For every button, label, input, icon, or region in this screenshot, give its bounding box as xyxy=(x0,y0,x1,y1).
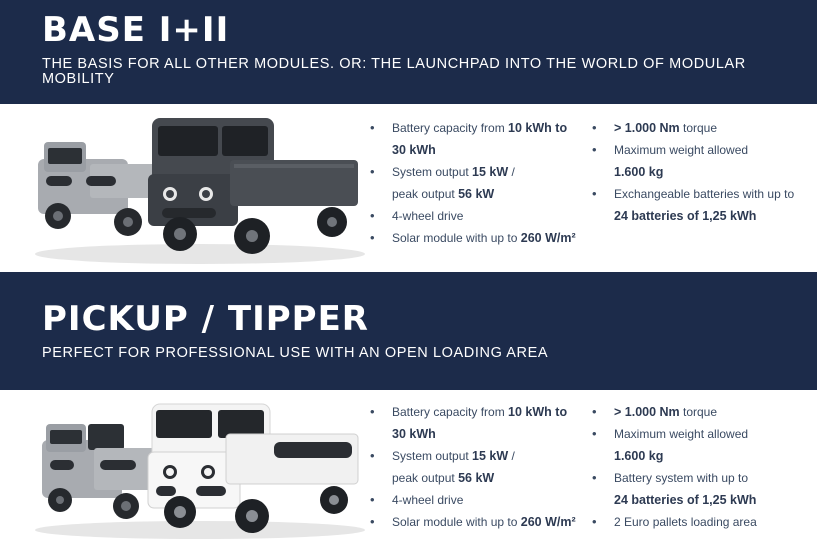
spec-list-left xyxy=(368,117,576,249)
spec-system-output: • System output 15 kW / peak output 56 kW xyxy=(368,445,576,489)
section-banner-base xyxy=(0,0,817,104)
vehicle-white-front xyxy=(148,404,358,533)
spec-drive: • 4-wheel drive xyxy=(368,489,576,511)
spec-max-weight: • Maximum weight allowed 1.600 kg xyxy=(590,139,794,183)
spec-battery: • Battery capacity from 10 kWh to 30 kWh xyxy=(368,401,576,445)
section-title: BASE I+II xyxy=(42,10,230,50)
vehicle-image-base xyxy=(30,104,370,272)
vehicle-dark-front xyxy=(148,118,358,254)
spec-solar: • Solar module with up to 260 W/m² xyxy=(368,227,576,249)
product-panel-base xyxy=(0,104,817,272)
section-title: PICKUP / TIPPER xyxy=(42,299,369,339)
spec-list-left xyxy=(368,401,576,533)
product-panel-pickup xyxy=(0,390,817,545)
spec-battery: • Battery capacity from 10 kWh to 30 kWh xyxy=(368,117,576,161)
spec-batteries: • Battery system with up to 24 batteries of 1,25 kWh xyxy=(590,467,757,511)
spec-list-right xyxy=(590,401,757,533)
vehicle-image-pickup xyxy=(30,390,370,545)
section-banner-pickup xyxy=(0,272,817,390)
vehicle-gray-back xyxy=(42,424,160,519)
section-subtitle: THE BASIS FOR ALL OTHER MODULES. OR: THE LAUNCHPAD INTO THE WORLD OF MODULAR MOBILITY xyxy=(42,56,746,87)
spec-solar: • Solar module with up to 260 W/m² xyxy=(368,511,576,533)
spec-drive: • 4-wheel drive xyxy=(368,205,576,227)
spec-max-weight: • Maximum weight allowed 1.600 kg xyxy=(590,423,757,467)
section-subtitle: PERFECT FOR PROFESSIONAL USE WITH AN OPEN LOADING AREA xyxy=(42,345,549,361)
spec-pallets: • 2 Euro pallets loading area xyxy=(590,511,757,533)
spec-torque: • > 1.000 Nm torque xyxy=(590,117,794,139)
spec-batteries: • Exchangeable batteries with up to 24 batteries of 1,25 kWh xyxy=(590,183,794,227)
spec-torque: • > 1.000 Nm torque xyxy=(590,401,757,423)
spec-system-output: • System output 15 kW / peak output 56 kW xyxy=(368,161,576,205)
spec-list-right xyxy=(590,117,794,227)
